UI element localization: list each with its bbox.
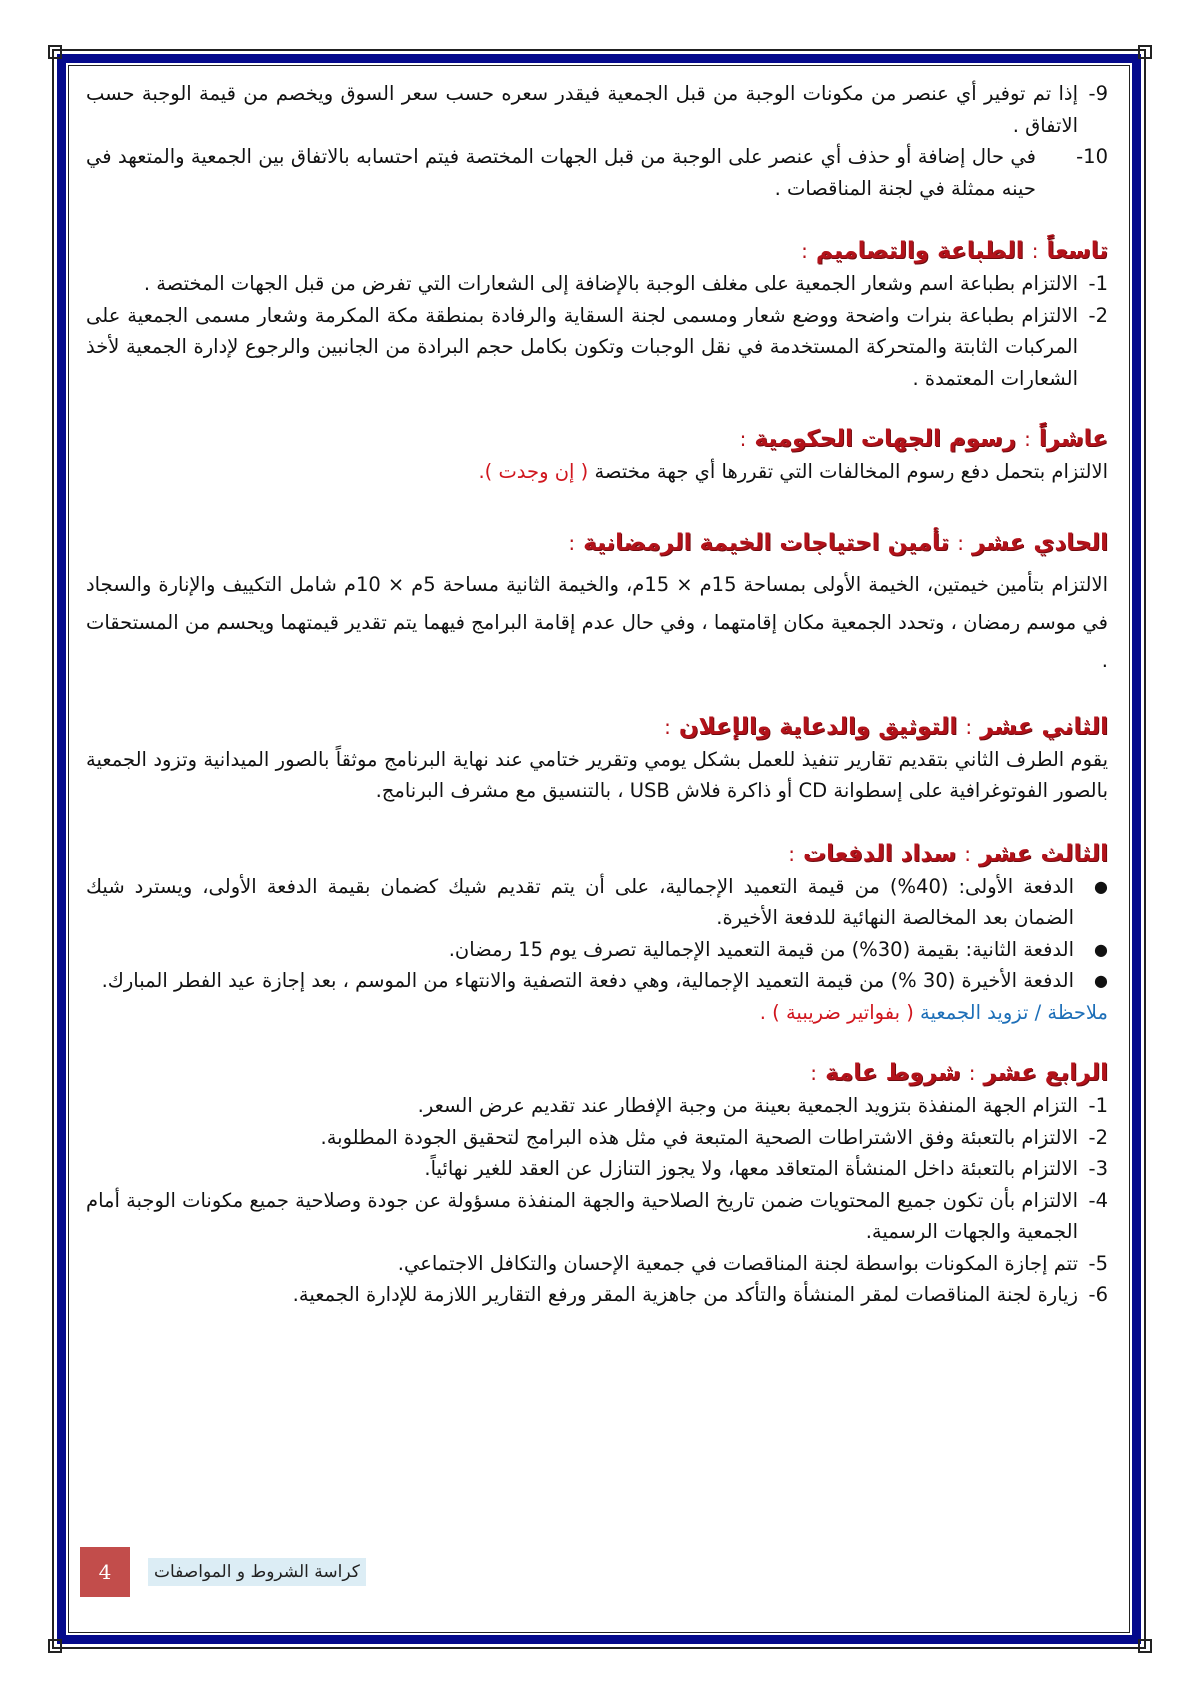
list-item bbox=[86, 934, 1108, 966]
list-item bbox=[86, 78, 1108, 141]
item-number: 3- bbox=[1088, 1157, 1108, 1180]
paragraph-highlight: ( إن وجدت ). bbox=[478, 460, 589, 483]
item-text: في حال إضافة أو حذف أي عنصر على الوجبة من قبل الجهات المختصة فيتم احتسابه بالاتفاق بين الجمعية والمتعهد في حينه ممثلة في لجنة المناقصات . bbox=[86, 145, 1036, 200]
note-highlight: ( بفواتير ضريبية ) bbox=[772, 1000, 914, 1024]
heading-colon: : bbox=[664, 714, 671, 739]
section-heading-twelfth bbox=[86, 710, 1108, 744]
bullet-icon: ● bbox=[1094, 971, 1108, 990]
heading-colon: : bbox=[964, 841, 972, 866]
corner-ornament-bottom-left bbox=[48, 1639, 62, 1653]
heading-label: الثاني عشر bbox=[980, 713, 1108, 740]
item-number: 6- bbox=[1088, 1283, 1108, 1306]
document-body bbox=[86, 78, 1108, 1311]
note-label: ملاحظة / تزويد الجمعية bbox=[920, 1000, 1108, 1024]
item-text: تتم إجازة المكونات بواسطة لجنة المناقصات في جمعية الإحسان والتكافل الاجتماعي. bbox=[397, 1251, 1078, 1275]
heading-label: عاشراً bbox=[1038, 426, 1108, 452]
payment-note bbox=[86, 997, 1108, 1029]
section-paragraph bbox=[86, 744, 1108, 807]
corner-ornament-top-right bbox=[1138, 45, 1152, 59]
heading-label: تاسعاً bbox=[1046, 238, 1108, 264]
section-paragraph bbox=[86, 566, 1108, 680]
paragraph-text: الالتزام بتحمل دفع رسوم المخالفات التي تقررها أي جهة مختصة bbox=[594, 460, 1108, 483]
heading-colon: : bbox=[801, 239, 808, 263]
heading-colon: : bbox=[1024, 427, 1031, 451]
section-paragraph bbox=[86, 456, 1108, 488]
heading-title: شروط عامة bbox=[825, 1060, 961, 1086]
corner-ornament-top-left bbox=[48, 45, 62, 59]
item-text: إذا تم توفير أي عنصر من مكونات الوجبة من قبل الجمعية فيقدر سعره حسب سعر السوق ويخصم من قيمة الوجبة حسب الاتفاق . bbox=[86, 82, 1078, 137]
item-text: الالتزام بطباعة بنرات واضحة ووضع شعار ومسمى لجنة السقاية والرفادة بمنطقة مكة المكرمة وشعار مسمى الجمعية على المركبات الثابتة والمتحركة المستخدمة في نقل الوجبات وتكون بكامل حجم البرادة من الجانبين والرجوع لإدارة الجمعية لأخذ الشعارات المعتمدة . bbox=[86, 303, 1078, 390]
heading-label: الثالث عشر bbox=[979, 840, 1108, 867]
paragraph-text: الالتزام بتأمين خيمتين، الخيمة الأولى بمساحة 15م × 15م، والخيمة الثانية مساحة 5م × 10م شامل التكييف والإنارة والسجاد في موسم رمضان ، وتحدد الجمعية مكان إقامتهما ، وفي حال عدم إقامة البرامج فيهما يتم تقدير قيمتهما ويحسم من المستحقات . bbox=[86, 572, 1109, 672]
list-item bbox=[86, 1090, 1108, 1122]
heading-colon: : bbox=[568, 530, 576, 555]
page-number-badge: 4 bbox=[80, 1547, 130, 1597]
list-item bbox=[86, 965, 1108, 997]
heading-colon: : bbox=[810, 1061, 818, 1085]
bullet-icon: ● bbox=[1094, 939, 1108, 959]
heading-title: سداد الدفعات bbox=[803, 840, 957, 867]
list-item bbox=[86, 1185, 1108, 1248]
item-number: 1- bbox=[1088, 1094, 1108, 1117]
item-text: الدفعة الأولى: (40%) من قيمة التعميد الإجمالية، على أن يتم تقديم شيك كضمان بقيمة الدفعة الأولى، ويسترد شيك الضمان بعد المخالصة النهائية للدفعة الأخيرة. bbox=[86, 874, 1074, 929]
item-text: الدفعة الأخيرة (30 %) من قيمة التعميد الإجمالية، وهي دفعة التصفية والانتهاء من الموسم ، بعد إجازة عيد الفطر المبارك. bbox=[101, 969, 1074, 992]
heading-colon: : bbox=[968, 1061, 976, 1085]
footer-document-title: كراسة الشروط و المواصفات bbox=[148, 1558, 366, 1586]
item-number: 10- bbox=[1076, 145, 1108, 168]
section-heading-ninth bbox=[86, 234, 1108, 268]
corner-ornament-bottom-right bbox=[1138, 1639, 1152, 1653]
section-heading-eleventh bbox=[86, 526, 1108, 560]
list-item bbox=[86, 1122, 1108, 1154]
list-item bbox=[86, 1153, 1108, 1185]
item-number: 1- bbox=[1088, 272, 1108, 295]
heading-title: الطباعة والتصاميم bbox=[815, 238, 1024, 264]
list-item bbox=[86, 1248, 1108, 1280]
list-item bbox=[86, 1279, 1108, 1311]
heading-colon: : bbox=[965, 714, 973, 739]
heading-colon: : bbox=[788, 841, 796, 866]
item-text: التزام الجهة المنفذة بتزويد الجمعية بعينة من وجبة الإفطار عند تقديم عرض السعر. bbox=[417, 1094, 1078, 1117]
list-item bbox=[86, 268, 1108, 300]
item-number: 2- bbox=[1088, 1125, 1108, 1149]
item-number: 9- bbox=[1088, 82, 1108, 105]
list-item bbox=[86, 871, 1108, 934]
heading-title: التوثيق والدعاية والإعلان bbox=[678, 713, 958, 740]
bullet-icon: ● bbox=[1094, 876, 1108, 896]
heading-title: رسوم الجهات الحكومية bbox=[754, 426, 1017, 452]
heading-colon: : bbox=[739, 427, 747, 451]
section-heading-tenth bbox=[86, 422, 1108, 456]
note-end: . bbox=[759, 1000, 766, 1024]
heading-label: الرابع عشر bbox=[983, 1060, 1108, 1086]
item-text: الدفعة الثانية: بقيمة (30%) من قيمة التعميد الإجمالية تصرف يوم 15 رمضان. bbox=[448, 937, 1074, 961]
item-text: زيارة لجنة المناقصات لمقر المنشأة والتأكد من جاهزية المقر ورفع التقارير اللازمة للإدارة الجمعية. bbox=[292, 1283, 1078, 1306]
item-number: 2- bbox=[1088, 303, 1108, 327]
list-item bbox=[86, 141, 1108, 204]
list-item bbox=[86, 300, 1108, 395]
heading-title: تأمين احتياجات الخيمة الرمضانية bbox=[583, 529, 950, 556]
item-text: الالتزام بطباعة اسم وشعار الجمعية على مغلف الوجبة بالإضافة إلى الشعارات التي تفرض من قبل الجهات المختصة . bbox=[143, 272, 1078, 295]
item-text: الالتزام بالتعبئة داخل المنشأة المتعاقد معها، ولا يجوز التنازل عن العقد للغير نهائياً. bbox=[424, 1157, 1078, 1180]
section-heading-thirteenth bbox=[86, 837, 1108, 871]
paragraph-text: يقوم الطرف الثاني بتقديم تقارير تنفيذ للعمل بشكل يومي وتقرير ختامي عند نهاية البرنامج موثقاً بالصور الميدانية وتزود الجمعية بالصور الفوتوغرافية على إسطوانة CD أو ذاكرة فلاش USB ، بالتنسيق مع مشرف البرنامج. bbox=[86, 747, 1108, 802]
heading-label: الحادي عشر bbox=[971, 529, 1108, 556]
item-text: الالتزام بالتعبئة وفق الاشتراطات الصحية المتبعة في مثل هذه البرامج لتحقيق الجودة المطلوبة. bbox=[320, 1125, 1078, 1149]
item-number: 5- bbox=[1088, 1251, 1108, 1275]
item-text: الالتزام بأن تكون جميع المحتويات ضمن تاريخ الصلاحية والجهة المنفذة مسؤولة عن جودة وصلاحية جميع مكونات الوجبة أمام الجمعية والجهات الرسمية. bbox=[86, 1188, 1078, 1243]
section-heading-fourteenth bbox=[86, 1056, 1108, 1090]
item-number: 4- bbox=[1088, 1188, 1108, 1212]
heading-colon: : bbox=[957, 530, 964, 555]
heading-colon: : bbox=[1031, 239, 1039, 263]
